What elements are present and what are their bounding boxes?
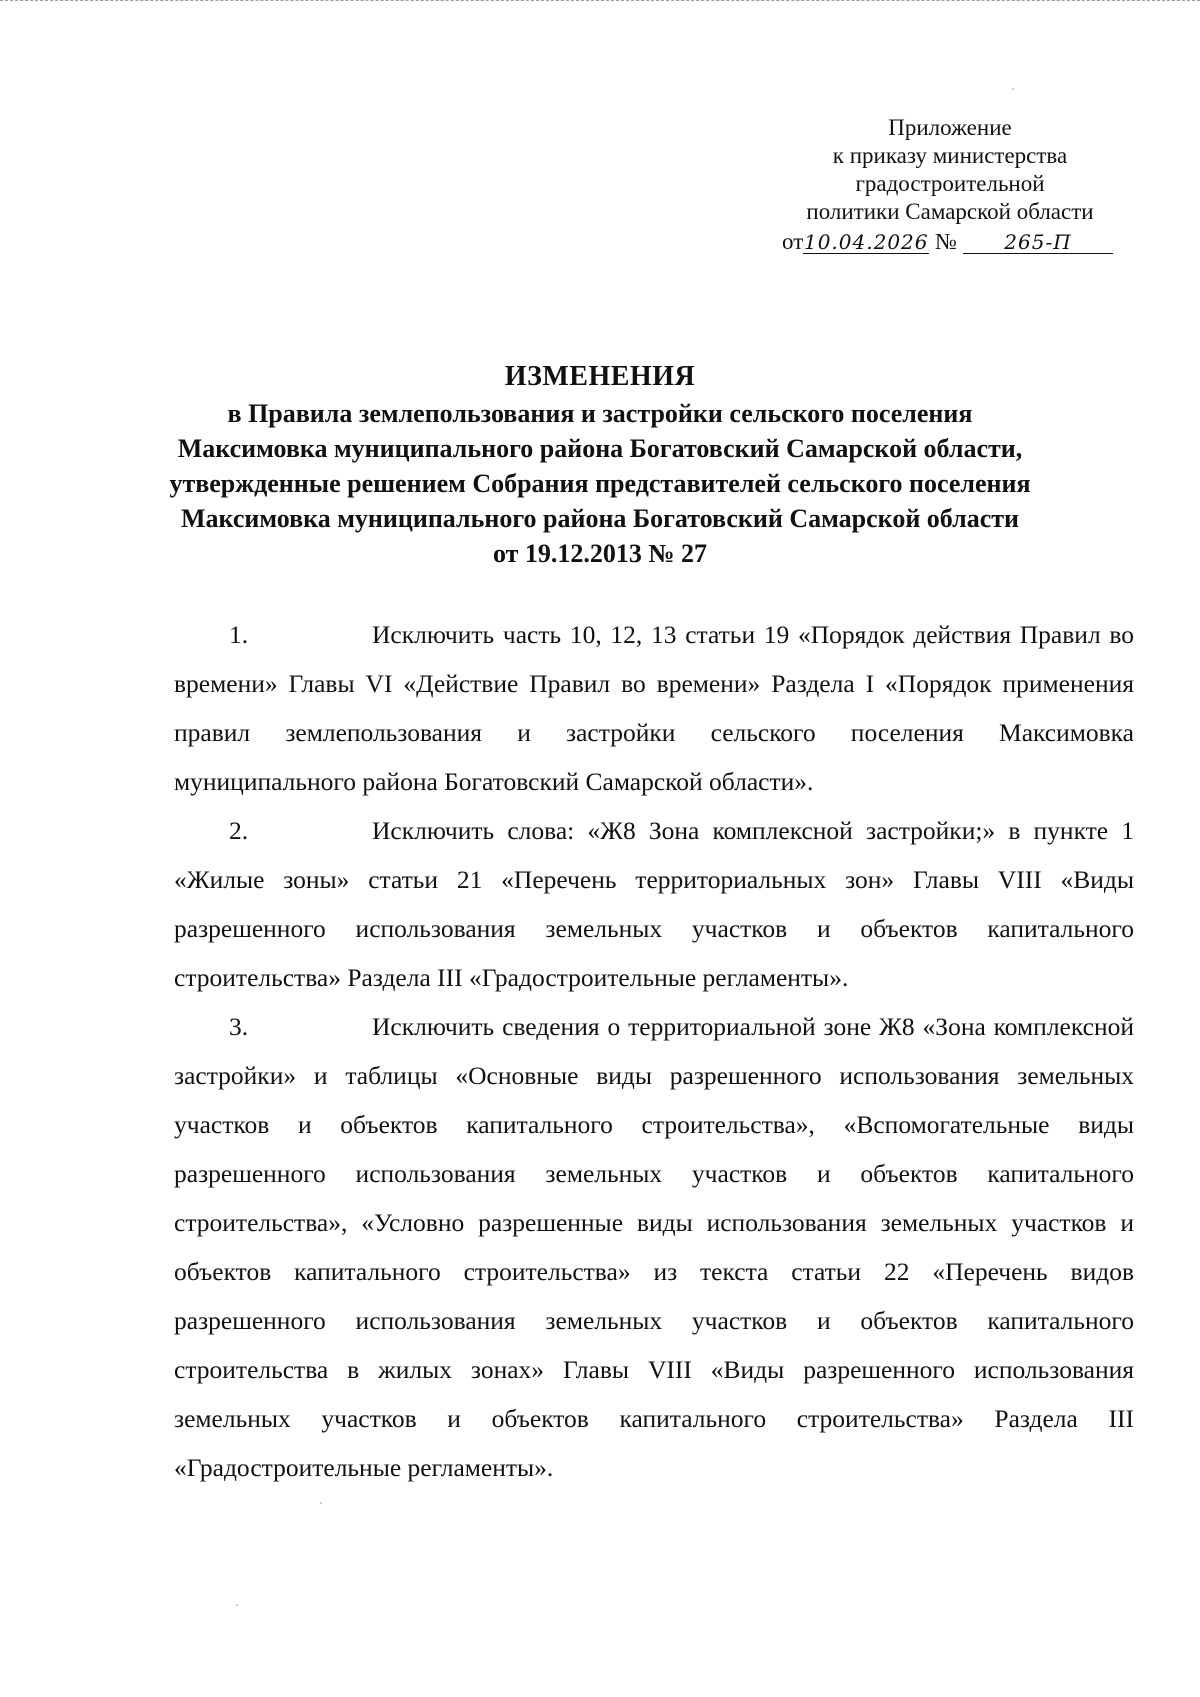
document-body (174, 610, 1134, 1492)
approval-date-number (782, 228, 1102, 256)
list-item-2 (174, 806, 1134, 1002)
title-line-5: от 19.12.2013 № 27 (492, 539, 708, 568)
item-number: 1. (229, 620, 249, 649)
list-item-3 (174, 1002, 1134, 1492)
approval-block (760, 114, 1140, 226)
scan-speck (320, 1502, 322, 1504)
scan-speck (236, 1604, 238, 1606)
item-text: Исключить часть 10, 12, 13 статьи 19 «Порядок действия Правил во времени» Главы VI «Действие Правил во времени» Раздела I «Порядок применения правил землепользования и застройки сельского поселения Максимовка муниципального района Богатовский Самарской области». (174, 620, 1134, 796)
title-line-3: утвержденные решением Собрания представителей сельского поселения (169, 469, 1031, 498)
title-line-1: в Правила землепользования и застройки сельского поселения (227, 399, 973, 428)
from-label: от (782, 229, 804, 254)
item-number: 2. (229, 816, 249, 845)
title-line-2: Максимовка муниципального района Богатовский Самарской области, (177, 434, 1023, 463)
list-item-1 (174, 610, 1134, 806)
handwritten-number: 265-П (963, 231, 1113, 254)
approval-line-4: политики Самарской области (806, 199, 1094, 224)
handwritten-date: 10.04.2026 (803, 230, 929, 254)
approval-line-2: к приказу министерства (832, 143, 1068, 168)
item-text: Исключить слова: «Ж8 Зона комплексной застройки;» в пункте 1 «Жилые зоны» статьи 21 «Перечень территориальных зон» Главы VIII «Виды разрешенного использования земельных участков и объектов капитального строительства» Раздела III «Градостроительные регламенты». (174, 816, 1134, 992)
approval-line-3: градостроительной (855, 171, 1045, 196)
item-number: 3. (229, 1012, 249, 1041)
document-title (150, 358, 1050, 571)
title-heading: ИЗМЕНЕНИЯ (504, 361, 696, 392)
scan-speck (1012, 88, 1014, 90)
scan-top-edge (0, 0, 1200, 1)
number-label: № (935, 229, 957, 254)
item-text: Исключить сведения о территориальной зоне Ж8 «Зона комплексной застройки» и таблицы «Основные виды разрешенного использования земельных участков и объектов капитального строительства», «Вспомогательные виды разрешенного использования земельных участков и объектов капитального строительства», «Условно разрешенные виды использования земельных участков и объектов капитального строительства» из текста статьи 22 «Перечень видов разрешенного использования земельных участков и объектов капитального строительства в жилых зонах» Главы VIII «Виды разрешенного использования земельных участков и объектов капитального строительства» Раздела III «Градостроительные регламенты». (174, 1012, 1134, 1482)
title-line-4: Максимовка муниципального района Богатовский Самарской области (180, 504, 1020, 533)
approval-line-1: Приложение (888, 115, 1012, 140)
